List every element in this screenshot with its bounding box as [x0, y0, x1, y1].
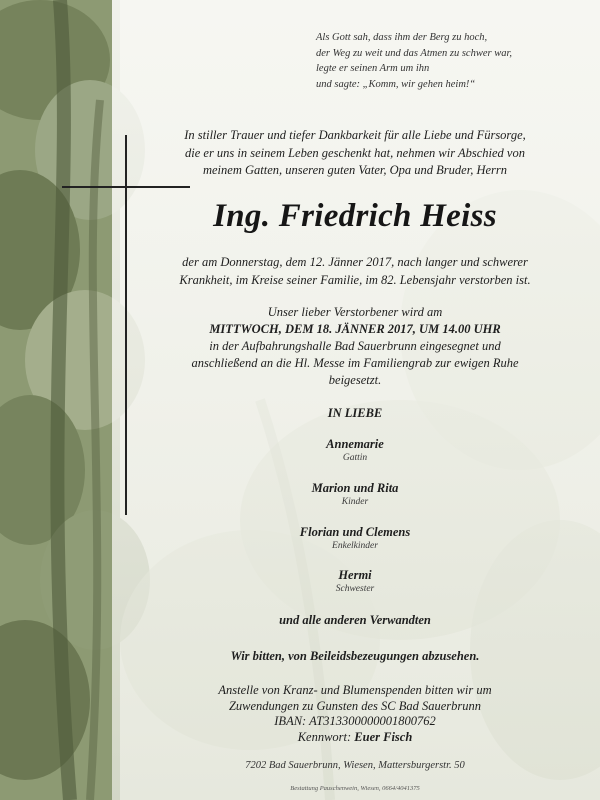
- other-relatives: und alle anderen Verwandten: [279, 613, 431, 627]
- deceased-name: Ing. Friedrich Heiss: [213, 198, 497, 234]
- mourner-relation: Kinder: [341, 497, 369, 507]
- mourner-relation: Gattin: [342, 453, 368, 463]
- funeral-details: [140, 304, 570, 389]
- keyword-label: Kennwort:: [297, 729, 352, 744]
- family-address: 7202 Bad Sauerbrunn, Wiesen, Mattersburgerstr. 50: [245, 760, 465, 771]
- mourner-relation: Schwester: [335, 584, 375, 594]
- donation-line: Anstelle von Kranz- und Blumenspenden bitten wir um: [218, 683, 492, 697]
- mourners-heading: IN LIEBE: [327, 406, 383, 420]
- intro-line: die er uns in seinem Leben geschenkt hat, nehmen wir Abschied von: [185, 145, 525, 160]
- mourner-name: Hermi: [338, 568, 372, 582]
- funeral-line: in der Aufbahrungshalle Bad Sauerbrunn eingesegnet und: [209, 339, 501, 353]
- death-line: Krankheit, im Kreise seiner Familie, im 82. Lebensjahr verstorben ist.: [179, 272, 531, 287]
- intro-line: meinem Gatten, unseren guten Vater, Opa und Bruder, Herrn: [202, 163, 507, 177]
- mourner-relation: Enkelkinder: [332, 541, 378, 551]
- condolence-request: Wir bitten, von Beileidsbezeugungen abzusehen.: [230, 649, 480, 663]
- death-notice: [140, 254, 570, 289]
- keyword-value: Euer Fisch: [354, 729, 413, 744]
- intro-text: [140, 127, 570, 180]
- death-line: der am Donnerstag, dem 12. Jänner 2017, nach langer und schwerer: [182, 255, 528, 269]
- funeral-line: anschließend an die Hl. Messe im Familiengrab zur ewigen Ruhe: [191, 356, 519, 370]
- poem-line: Als Gott sah, dass ihm der Berg zu hoch,: [316, 32, 488, 43]
- poem-line: legte er seinen Arm um ihn: [316, 63, 430, 74]
- poem-line: und sagte: „Komm, wir gehen heim!“: [316, 78, 476, 90]
- poem-line: der Weg zu weit und das Atmen zu schwer war,: [316, 47, 513, 59]
- mourner-entry: [140, 481, 570, 507]
- mourner-entry: [140, 525, 570, 551]
- donation-line: Zuwendungen zu Gunsten des SC Bad Sauerbrunn: [228, 698, 482, 713]
- mourner-name: Annemarie: [326, 437, 384, 451]
- mourner-entry: [140, 437, 570, 463]
- intro-line: In stiller Trauer und tiefer Dankbarkeit für alle Liebe und Fürsorge,: [184, 128, 526, 142]
- donation-info: [140, 683, 570, 745]
- funeral-date: MITTWOCH, DEM 18. JÄNNER 2017, UM 14.00 UHR: [209, 322, 501, 336]
- funeral-home-footer: Bestattung Pauschenwein, Wiesen, 0664/4041375: [290, 785, 420, 792]
- donation-keyword-line: [140, 730, 570, 746]
- funeral-line: Unser lieber Verstorbener wird am: [267, 305, 443, 319]
- funeral-line: beigesetzt.: [328, 373, 382, 387]
- cross-vertical-bar: [125, 135, 127, 515]
- mourner-name: Florian und Clemens: [299, 525, 411, 539]
- text-overlay-panel: [112, 0, 600, 800]
- cross-horizontal-bar: [62, 186, 190, 188]
- mourner-name: Marion und Rita: [311, 481, 399, 495]
- poem-quote: [316, 30, 586, 92]
- mourner-entry: [140, 568, 570, 594]
- iban: IBAN: AT313300000001800762: [274, 714, 436, 728]
